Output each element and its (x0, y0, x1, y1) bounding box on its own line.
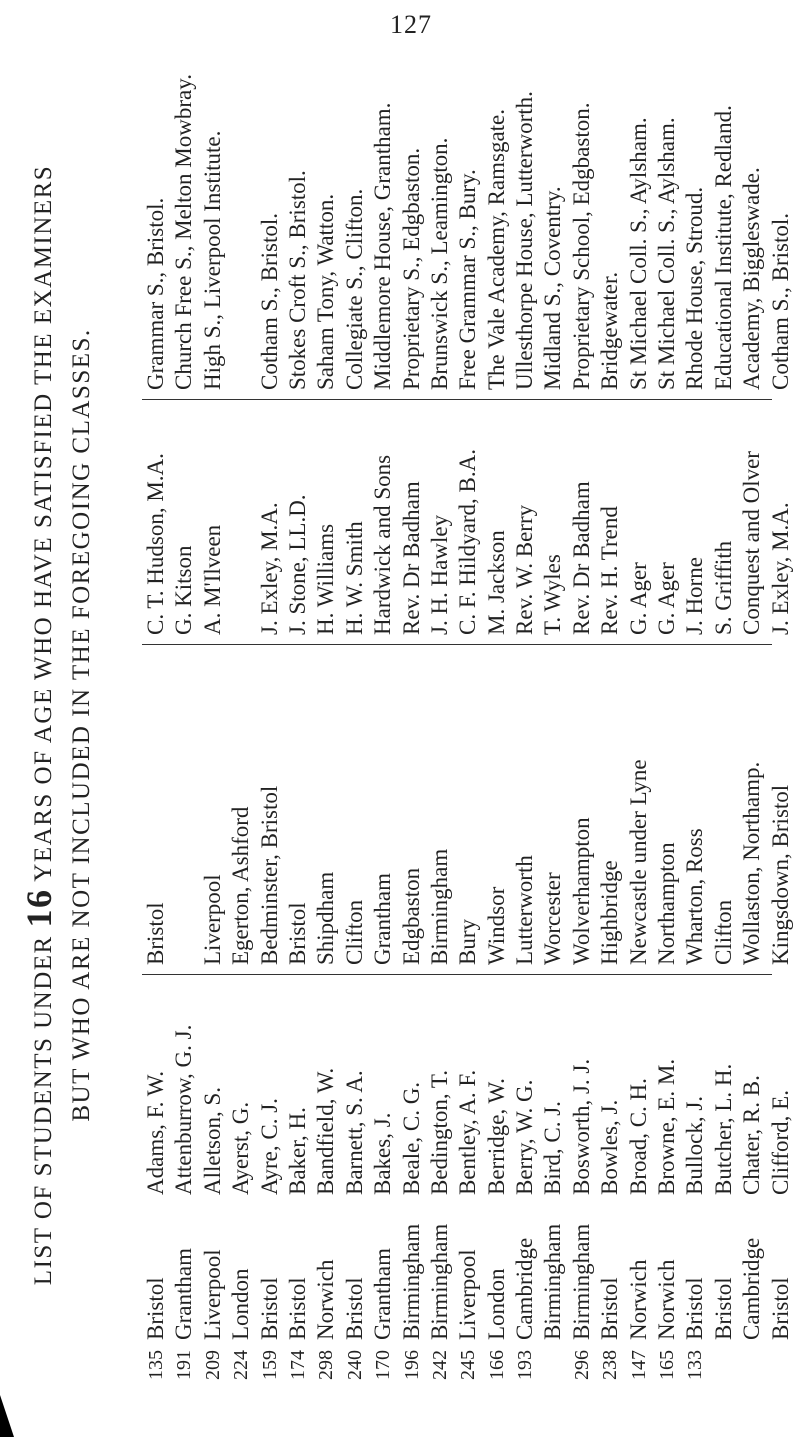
number-cell: 174 (286, 1350, 309, 1380)
student-name-cell: Bandfield, W. (313, 1067, 339, 1195)
column-schools (142, 30, 793, 390)
student-name-cell: Bosworth, J. J. (568, 1058, 594, 1195)
town-cell: Wolverhampton (568, 817, 594, 965)
centre-cell: Bristol (682, 1277, 708, 1340)
student-name-cell: Berridge, W. (483, 1078, 509, 1195)
school-cell: The Vale Academy, Ramsgate. (483, 108, 509, 390)
town-cell: Egerton, Ashford (228, 806, 254, 965)
centre-cell: Cambridge (512, 1237, 538, 1340)
number-cell: 209 (201, 1350, 224, 1380)
centre-cell: Liverpool (199, 1249, 225, 1340)
town-cell: Bury (455, 919, 481, 965)
student-name-cell: Baker, H. (284, 1107, 310, 1195)
number-cell: 159 (258, 1350, 281, 1380)
number-cell: 191 (173, 1350, 196, 1380)
number-cell: 147 (627, 1350, 650, 1380)
student-name-cell: Bakes, J. (370, 1112, 396, 1195)
teacher-cell: J. Exley, M.A. (767, 502, 793, 635)
page-number: 127 (390, 10, 432, 39)
teacher-cell: S. Griffith (710, 540, 736, 635)
number-cell: 166 (485, 1350, 508, 1380)
student-name-cell: Ayre, C. J. (256, 1098, 282, 1195)
student-name-cell: Bedington, T. (426, 1069, 452, 1195)
school-cell: Collegiate S., Clifton. (341, 188, 367, 390)
teacher-cell: H. Williams (313, 523, 339, 635)
school-cell: St Michael Coll. S., Aylsham. (625, 117, 651, 390)
town-cell: Clifton (341, 899, 367, 965)
students-table (142, 30, 793, 1420)
school-cell: Ullesthorpe House, Lutterworth. (512, 91, 538, 390)
centre-cell: Norwich (313, 1259, 339, 1340)
school-cell: Stokes Croft S., Bristol. (284, 170, 310, 390)
school-cell: Cotham S., Bristol. (256, 213, 282, 390)
student-name-cell: Bullock, J. (682, 1095, 708, 1195)
heading-line-1-start: LIST OF STUDENTS UNDER (30, 935, 57, 1286)
school-cell: Saham Tony, Watton. (313, 193, 339, 390)
centre-cell: Grantham (171, 1248, 197, 1340)
centre-cell: London (483, 1268, 509, 1340)
teacher-cell: A. M'Ilveen (199, 524, 225, 635)
centre-cell: London (228, 1268, 254, 1340)
centre-cell: Cambridge (739, 1237, 765, 1340)
heading-line-2: BUT WHO ARE NOT INCLUDED IN THE FOREGOING CLASSES. (68, 328, 95, 1122)
town-cell: Shipdham (313, 871, 339, 965)
school-cell (227, 30, 255, 390)
school-cell: High S., Liverpool Institute. (199, 130, 225, 390)
centre-cell: Bristol (256, 1277, 282, 1340)
town-cell: Bedminster, Bristol (256, 785, 282, 965)
number-cell: 240 (343, 1350, 366, 1380)
number-cell: 135 (145, 1350, 167, 1380)
teacher-cell: J. H. Hawley (426, 514, 452, 635)
town-cell: Wharton, Ross (682, 828, 708, 965)
number-cell: 224 (230, 1350, 253, 1380)
town-cell: Clifton (710, 899, 736, 965)
centre-cell: Norwich (625, 1259, 651, 1340)
student-name-cell: Adams, F. W. (143, 1070, 168, 1195)
number-cell: 193 (514, 1350, 537, 1380)
centre-cell: Bristol (143, 1277, 168, 1340)
student-name-cell: Clifford, E. (767, 1090, 793, 1195)
teacher-cell: Rev. H. Trend (597, 506, 623, 635)
student-name-cell: Ayerst, G. (228, 1101, 254, 1195)
teacher-cell: T. Wyles (540, 554, 566, 635)
number-cell: 196 (400, 1350, 423, 1380)
teacher-cell: Rev. Dr Badham (568, 481, 594, 635)
student-name-cell: Broad, C. H. (625, 1078, 651, 1195)
number-cell: 133 (684, 1350, 707, 1380)
school-cell: Rhode House, Stroud. (682, 186, 708, 390)
page-corner-mark (0, 1395, 14, 1437)
school-cell: Free Grammar S., Bury. (455, 169, 481, 390)
centre-cell: Birmingham (426, 1223, 452, 1340)
column-towns (142, 644, 793, 965)
heading-line-1-end: YEARS OF AGE WHO HAVE SATISFIED THE EXAMINERS (30, 164, 57, 882)
school-cell: Bridgewater. (597, 271, 623, 390)
teacher-cell: G. Ager (654, 562, 680, 635)
centre-cell: Birmingham (540, 1223, 566, 1340)
town-cell: Kingsdown, Bristol (767, 784, 793, 965)
school-cell: Church Free S., Melton Mowbray. (171, 74, 197, 390)
town-cell: Grantham (370, 873, 396, 965)
centre-cell: Bristol (710, 1277, 736, 1340)
teacher-cell: J. Exley, M.A. (256, 502, 282, 635)
student-name-cell: Attenburrow, G. J. (171, 1024, 197, 1195)
centre-cell: Liverpool (455, 1249, 481, 1340)
school-cell: Proprietary School, Edgbaston. (568, 102, 594, 390)
town-cell: Northampton (654, 842, 680, 965)
teacher-cell: Hardwick and Sons (370, 454, 396, 635)
school-cell: Midland S., Coventry. (540, 186, 566, 390)
teacher-cell: J. Stone, LL.D. (284, 494, 310, 635)
centre-cell: Birmingham (568, 1223, 594, 1340)
town-cell: Liverpool (199, 874, 225, 965)
page-heading (20, 30, 101, 1420)
teacher-cell: H. W. Smith (341, 521, 367, 635)
teacher-cell: G. Kitson (171, 545, 197, 635)
teacher-cell: Rev. Dr Badham (398, 481, 424, 635)
town-cell: Worcester (540, 872, 566, 965)
centre-cell: Bristol (341, 1277, 367, 1340)
number-cell: 238 (599, 1350, 622, 1380)
number-cell (539, 1350, 567, 1420)
school-cell: Proprietary S., Edgbaston. (398, 147, 424, 390)
number-cell: 242 (428, 1350, 451, 1380)
teacher-cell: C. T. Hudson, M.A. (143, 453, 168, 635)
school-cell: St Michael Coll. S., Aylsham. (654, 117, 680, 390)
school-cell: Brunswick S., Leamington. (426, 137, 452, 390)
student-name-cell: Alletson, S. (199, 1087, 225, 1195)
student-name-cell: Browne, E. M. (654, 1058, 680, 1195)
town-cell: Wollaston, Northamp. (739, 761, 765, 965)
town-cell: Bristol (284, 902, 310, 965)
teacher-cell: M. Jackson (483, 530, 509, 635)
school-cell: Educational Institute, Redland. (710, 105, 736, 390)
town-cell (170, 645, 198, 965)
teacher-cell: C. F. Hildyard, B.A. (455, 449, 481, 635)
teacher-cell: Conquest and Olver (739, 451, 765, 635)
centre-cell: Bristol (597, 1277, 623, 1340)
school-cell: Grammar S., Bristol. (143, 197, 168, 390)
number-cell: 245 (457, 1350, 480, 1380)
town-cell: Newcastle under Lyne (625, 759, 651, 965)
number-cell: 296 (570, 1350, 593, 1380)
column-numbers (142, 1344, 772, 1420)
rotated-table-page (19, 30, 793, 1420)
number-cell: 170 (372, 1350, 395, 1380)
town-cell: Birmingham (426, 848, 452, 965)
centre-cell: Bristol (284, 1277, 310, 1340)
centre-cell: Birmingham (398, 1223, 424, 1340)
student-name-cell: Bowles, J. (597, 1099, 623, 1195)
number-cell: 165 (656, 1350, 679, 1380)
column-teachers (142, 399, 793, 635)
student-name-cell: Barnett, S. A. (341, 1070, 367, 1195)
school-cell: Cotham S., Bristol. (767, 213, 793, 390)
heading-age: 16 (19, 888, 59, 928)
column-names (142, 974, 793, 1195)
town-cell: Highbridge (597, 860, 623, 965)
teacher-cell: J. Horne (682, 557, 708, 635)
student-name-cell: Chater, R. B. (739, 1075, 765, 1195)
centre-cell: Grantham (370, 1248, 396, 1340)
town-cell: Bristol (143, 902, 168, 965)
student-name-cell: Bird, C. J. (540, 1101, 566, 1195)
heading-line-1 (20, 30, 63, 1420)
student-name-cell: Beale, C. G. (398, 1081, 424, 1195)
column-centres (142, 1205, 793, 1340)
student-name-cell: Butcher, L. H. (710, 1063, 736, 1195)
number-cell: 298 (315, 1350, 338, 1380)
student-name-cell: Berry, W. G. (512, 1079, 538, 1195)
town-cell: Lutterworth (512, 855, 538, 965)
student-name-cell: Bentley, A. F. (455, 1069, 481, 1195)
school-cell: Middlemore House, Grantham. (370, 102, 396, 390)
teacher-cell: Rev. W. Berry (512, 504, 538, 635)
school-cell: Academy, Biggleswade. (739, 167, 765, 390)
teacher-cell: G. Ager (625, 562, 651, 635)
teacher-cell (227, 400, 255, 635)
town-cell: Windsor (483, 886, 509, 965)
town-cell: Edgbaston (398, 867, 424, 965)
centre-cell: Norwich (654, 1259, 680, 1340)
centre-cell: Bristol (767, 1277, 793, 1340)
